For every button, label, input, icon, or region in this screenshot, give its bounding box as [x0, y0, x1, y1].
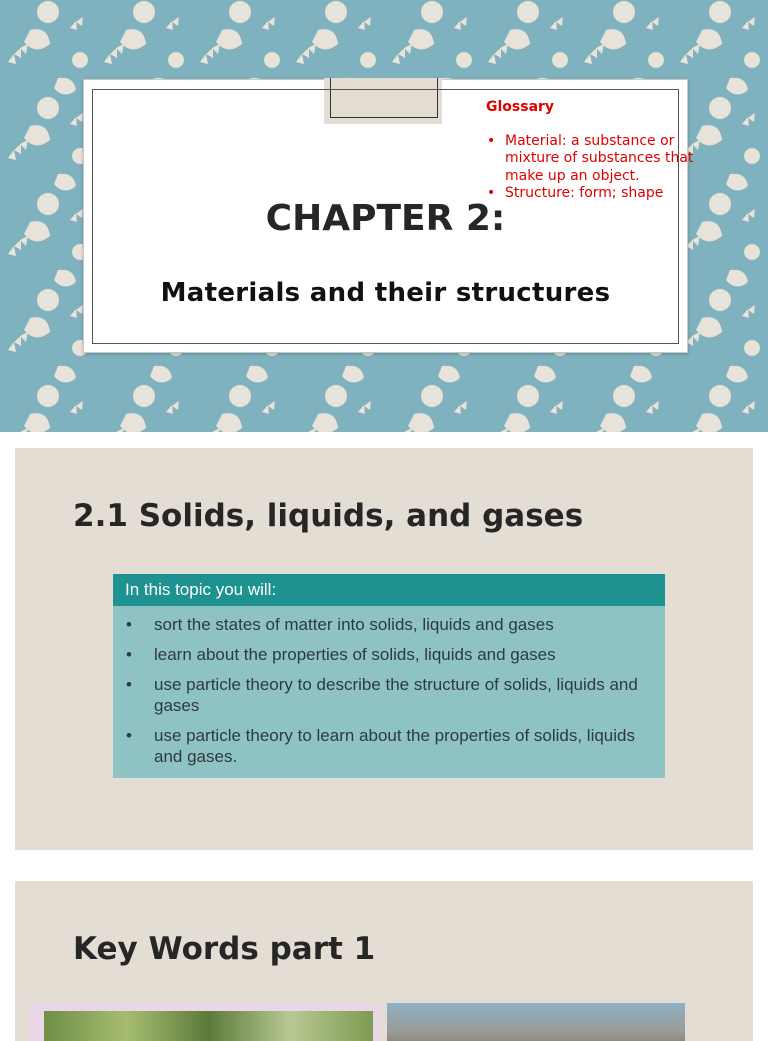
topic-box-heading: In this topic you will:: [113, 574, 665, 606]
glossary-heading: Glossary: [486, 99, 555, 115]
topic-list: [113, 606, 665, 767]
title-card-frame: [92, 89, 694, 344]
topic-item: • learn about the properties of solids, liquids and gases: [113, 644, 665, 665]
topic-item: • sort the states of matter into solids, liquids and gases: [113, 614, 665, 635]
topic-item: • use particle theory to describe the structure of solids, liquids and gases: [113, 674, 665, 716]
slide-title: 2.1 Solids, liquids, and gases: [73, 498, 584, 534]
key-words-slide: [15, 881, 753, 1041]
glossary-list: [486, 133, 696, 203]
title-slide: [0, 0, 768, 432]
glossary-item: • Structure: form; shape: [486, 185, 696, 203]
chapter-title: CHAPTER 2:: [265, 198, 506, 239]
plant-photo: [28, 1003, 381, 1041]
topic-item: • use particle theory to learn about the properties of solids, liquids and gases.: [113, 725, 665, 767]
title-card: [83, 79, 694, 353]
glossary: [486, 99, 696, 203]
slide-title: Key Words part 1: [73, 931, 376, 967]
rock-photo: [387, 1003, 685, 1041]
chapter-subtitle: Materials and their structures: [160, 278, 611, 308]
topic-slide: [15, 448, 753, 850]
topic-box: [113, 574, 665, 778]
glossary-item: • Material: a substance or mixture of substances that make up an object.: [486, 133, 696, 186]
